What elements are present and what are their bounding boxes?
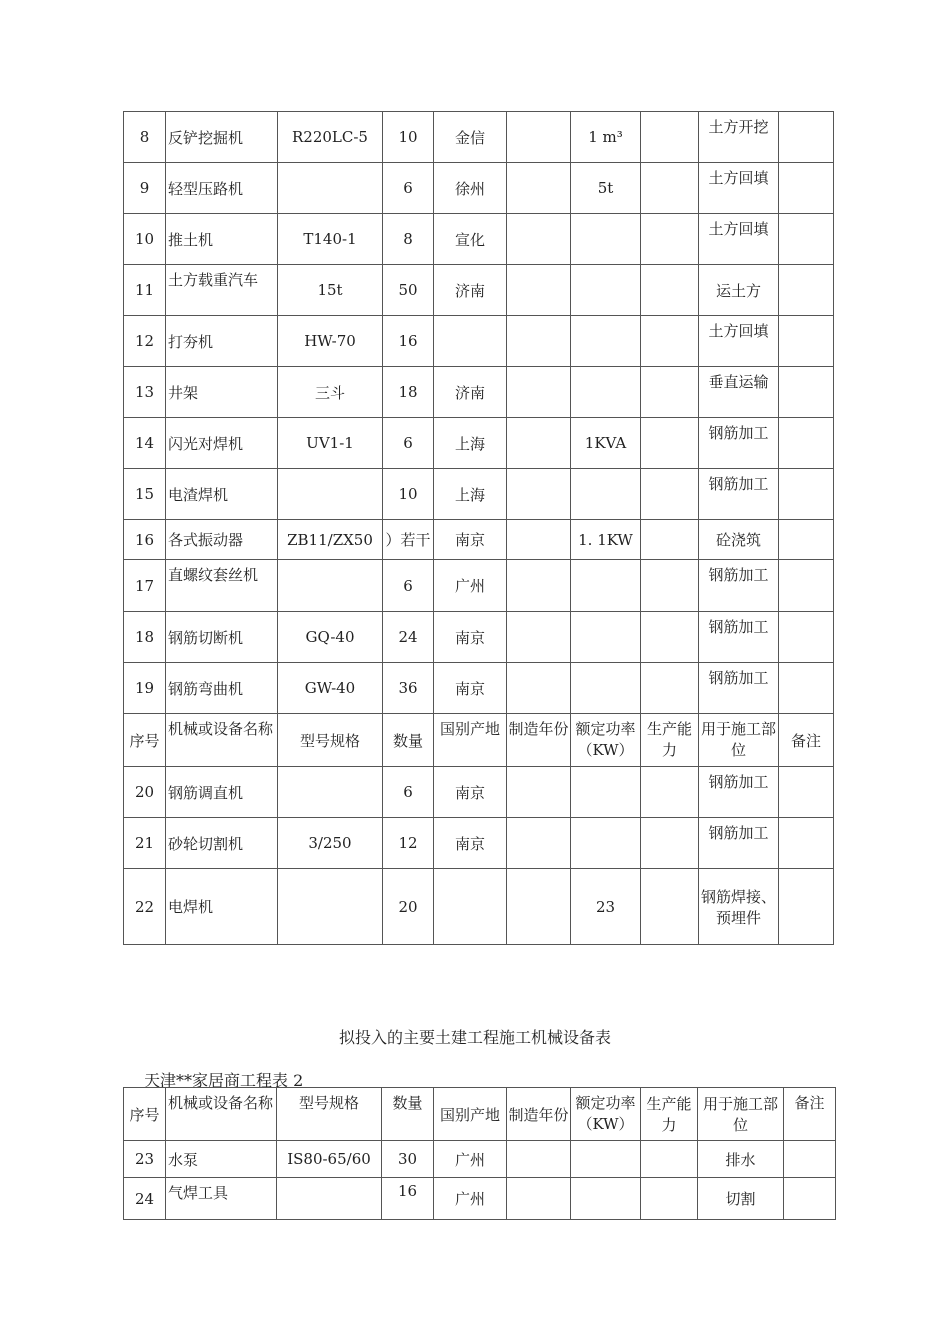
cell-use: 钢筋焊接、预埋件 bbox=[699, 869, 779, 945]
cell-power bbox=[571, 214, 641, 265]
cell-origin: 南京 bbox=[434, 612, 507, 663]
cell-no: 11 bbox=[124, 265, 166, 316]
cell-name: 轻型压路机 bbox=[166, 163, 278, 214]
cell-name: 井架 bbox=[166, 367, 278, 418]
cell-use: 运土方 bbox=[699, 265, 779, 316]
cell-note bbox=[779, 469, 834, 520]
cell-origin: 南京 bbox=[434, 663, 507, 714]
cell-capacity bbox=[641, 367, 699, 418]
cell-no: 21 bbox=[124, 818, 166, 869]
cell-name: 钢筋调直机 bbox=[166, 767, 278, 818]
header-use: 用于施工部位 bbox=[699, 714, 779, 767]
cell-model: GQ-40 bbox=[278, 612, 383, 663]
cell-qty: 6 bbox=[383, 767, 434, 818]
cell-capacity bbox=[641, 214, 699, 265]
cell-no: 13 bbox=[124, 367, 166, 418]
cell-year bbox=[507, 316, 571, 367]
cell-year bbox=[507, 663, 571, 714]
table-row bbox=[124, 818, 834, 869]
header-no: 序号 bbox=[124, 714, 166, 767]
header-capacity: 生产能力 bbox=[641, 1088, 698, 1141]
cell-power bbox=[571, 265, 641, 316]
table-row bbox=[124, 214, 834, 265]
cell-qty: 30 bbox=[382, 1141, 434, 1178]
cell-use: 钢筋加工 bbox=[699, 612, 779, 663]
cell-name: 气焊工具 bbox=[166, 1178, 277, 1220]
header-note: 备注 bbox=[784, 1088, 836, 1141]
cell-qty: 18 bbox=[383, 367, 434, 418]
cell-power bbox=[571, 818, 641, 869]
cell-name: 打夯机 bbox=[166, 316, 278, 367]
cell-year bbox=[507, 818, 571, 869]
cell-name: 砂轮切割机 bbox=[166, 818, 278, 869]
cell-power bbox=[571, 316, 641, 367]
cell-use: 钢筋加工 bbox=[699, 767, 779, 818]
table-row bbox=[124, 265, 834, 316]
cell-note bbox=[779, 560, 834, 612]
cell-no: 12 bbox=[124, 316, 166, 367]
cell-qty: 6 bbox=[383, 163, 434, 214]
cell-qty: 6 bbox=[383, 418, 434, 469]
cell-capacity bbox=[641, 469, 699, 520]
cell-power: 1 m³ bbox=[571, 112, 641, 163]
cell-year bbox=[507, 214, 571, 265]
cell-use: 钢筋加工 bbox=[699, 560, 779, 612]
cell-origin: 广州 bbox=[434, 1141, 507, 1178]
cell-qty: 20 bbox=[383, 869, 434, 945]
cell-capacity bbox=[641, 520, 699, 560]
cell-note bbox=[779, 112, 834, 163]
cell-use: 钢筋加工 bbox=[699, 818, 779, 869]
cell-power bbox=[571, 560, 641, 612]
cell-capacity bbox=[641, 818, 699, 869]
cell-model: R220LC-5 bbox=[278, 112, 383, 163]
cell-model bbox=[278, 163, 383, 214]
cell-model bbox=[278, 869, 383, 945]
cell-note bbox=[779, 869, 834, 945]
cell-model: GW-40 bbox=[278, 663, 383, 714]
cell-qty: 16 bbox=[382, 1178, 434, 1220]
table-row bbox=[124, 1141, 836, 1178]
table-row bbox=[124, 316, 834, 367]
cell-capacity bbox=[641, 112, 699, 163]
cell-power bbox=[571, 469, 641, 520]
cell-origin: 南京 bbox=[434, 520, 507, 560]
cell-year bbox=[507, 1141, 571, 1178]
cell-note bbox=[779, 520, 834, 560]
cell-capacity bbox=[641, 663, 699, 714]
cell-no: 9 bbox=[124, 163, 166, 214]
cell-power: 5t bbox=[571, 163, 641, 214]
cell-no: 24 bbox=[124, 1178, 166, 1220]
cell-origin: 上海 bbox=[434, 418, 507, 469]
cell-model: ZB11/ZX50 bbox=[278, 520, 383, 560]
table-row bbox=[124, 612, 834, 663]
cell-model bbox=[277, 1178, 382, 1220]
header-year: 制造年份 bbox=[507, 1088, 571, 1141]
cell-model: T140-1 bbox=[278, 214, 383, 265]
cell-origin: 上海 bbox=[434, 469, 507, 520]
cell-year bbox=[507, 1178, 571, 1220]
cell-power bbox=[571, 1141, 641, 1178]
cell-power bbox=[571, 612, 641, 663]
cell-note bbox=[779, 367, 834, 418]
header-origin: 国别产地 bbox=[434, 1088, 507, 1141]
table-row bbox=[124, 418, 834, 469]
table-row bbox=[124, 112, 834, 163]
cell-note bbox=[779, 163, 834, 214]
header-no: 序号 bbox=[124, 1088, 166, 1141]
cell-note bbox=[779, 316, 834, 367]
cell-no: 16 bbox=[124, 520, 166, 560]
cell-use: 土方回填 bbox=[699, 316, 779, 367]
cell-capacity bbox=[641, 869, 699, 945]
header-name: 机械或设备名称 bbox=[166, 1088, 277, 1141]
header-power: 额定功率（KW） bbox=[571, 1088, 641, 1141]
cell-no: 10 bbox=[124, 214, 166, 265]
cell-power bbox=[571, 1178, 641, 1220]
cell-model: 3/250 bbox=[278, 818, 383, 869]
cell-note bbox=[779, 214, 834, 265]
cell-qty: 50 bbox=[383, 265, 434, 316]
equipment-table-1 bbox=[123, 111, 834, 945]
cell-name: 反铲挖掘机 bbox=[166, 112, 278, 163]
cell-qty: 12 bbox=[383, 818, 434, 869]
cell-power bbox=[571, 367, 641, 418]
cell-use: 钢筋加工 bbox=[699, 418, 779, 469]
cell-capacity bbox=[641, 418, 699, 469]
cell-year bbox=[507, 367, 571, 418]
cell-model bbox=[278, 767, 383, 818]
table-row bbox=[124, 560, 834, 612]
cell-name: 推土机 bbox=[166, 214, 278, 265]
cell-power: 23 bbox=[571, 869, 641, 945]
table-row bbox=[124, 367, 834, 418]
table-row bbox=[124, 163, 834, 214]
cell-use: 土方开挖 bbox=[699, 112, 779, 163]
cell-capacity bbox=[641, 316, 699, 367]
table-row bbox=[124, 469, 834, 520]
cell-qty: 8 bbox=[383, 214, 434, 265]
cell-use: 切割 bbox=[698, 1178, 784, 1220]
cell-qty: 24 bbox=[383, 612, 434, 663]
header-qty: 数量 bbox=[383, 714, 434, 767]
cell-name: 直螺纹套丝机 bbox=[166, 560, 278, 612]
header-name: 机械或设备名称 bbox=[166, 714, 278, 767]
cell-model bbox=[278, 469, 383, 520]
cell-capacity bbox=[641, 1141, 698, 1178]
cell-no: 17 bbox=[124, 560, 166, 612]
cell-origin: 徐州 bbox=[434, 163, 507, 214]
cell-year bbox=[507, 869, 571, 945]
cell-capacity bbox=[641, 612, 699, 663]
cell-note bbox=[779, 818, 834, 869]
cell-origin: 南京 bbox=[434, 818, 507, 869]
table-header-row bbox=[124, 1088, 836, 1141]
cell-no: 14 bbox=[124, 418, 166, 469]
cell-origin: 金信 bbox=[434, 112, 507, 163]
cell-name: 土方载重汽车 bbox=[166, 265, 278, 316]
cell-power bbox=[571, 767, 641, 818]
cell-note bbox=[779, 612, 834, 663]
cell-name: 钢筋弯曲机 bbox=[166, 663, 278, 714]
cell-name: 钢筋切断机 bbox=[166, 612, 278, 663]
cell-no: 20 bbox=[124, 767, 166, 818]
cell-name: 闪光对焊机 bbox=[166, 418, 278, 469]
table-row bbox=[124, 767, 834, 818]
cell-use: 土方回填 bbox=[699, 163, 779, 214]
cell-model: 三斗 bbox=[278, 367, 383, 418]
table-row bbox=[124, 1178, 836, 1220]
cell-year bbox=[507, 767, 571, 818]
cell-model: IS80-65/60 bbox=[277, 1141, 382, 1178]
header-note: 备注 bbox=[779, 714, 834, 767]
cell-capacity bbox=[641, 265, 699, 316]
cell-origin bbox=[434, 316, 507, 367]
cell-no: 8 bbox=[124, 112, 166, 163]
cell-no: 23 bbox=[124, 1141, 166, 1178]
header-model: 型号规格 bbox=[278, 714, 383, 767]
header-origin: 国别产地 bbox=[434, 714, 507, 767]
table-header-row bbox=[124, 714, 834, 767]
cell-model bbox=[278, 560, 383, 612]
cell-no: 19 bbox=[124, 663, 166, 714]
cell-name: 电焊机 bbox=[166, 869, 278, 945]
header-power: 额定功率（KW） bbox=[571, 714, 641, 767]
cell-origin: 济南 bbox=[434, 265, 507, 316]
cell-origin: 南京 bbox=[434, 767, 507, 818]
cell-name: 电渣焊机 bbox=[166, 469, 278, 520]
cell-origin: 济南 bbox=[434, 367, 507, 418]
cell-power bbox=[571, 663, 641, 714]
cell-use: 钢筋加工 bbox=[699, 663, 779, 714]
cell-year bbox=[507, 418, 571, 469]
cell-model: 15t bbox=[278, 265, 383, 316]
table-row bbox=[124, 663, 834, 714]
cell-year bbox=[507, 560, 571, 612]
cell-qty: 10 bbox=[383, 469, 434, 520]
header-qty: 数量 bbox=[382, 1088, 434, 1141]
cell-qty: 6 bbox=[383, 560, 434, 612]
header-year: 制造年份 bbox=[507, 714, 571, 767]
cell-capacity bbox=[641, 163, 699, 214]
cell-qty: 10 bbox=[383, 112, 434, 163]
table-subtitle: 天津**家居商工程表 2 bbox=[144, 1071, 304, 1090]
cell-model: HW-70 bbox=[278, 316, 383, 367]
cell-no: 22 bbox=[124, 869, 166, 945]
cell-qty: 36 bbox=[383, 663, 434, 714]
cell-capacity bbox=[641, 1178, 698, 1220]
cell-note bbox=[779, 767, 834, 818]
equipment-table-2 bbox=[123, 1087, 836, 1220]
cell-qty: ）若干 bbox=[383, 520, 434, 560]
cell-capacity bbox=[641, 560, 699, 612]
header-model: 型号规格 bbox=[277, 1088, 382, 1141]
cell-no: 18 bbox=[124, 612, 166, 663]
cell-origin: 宣化 bbox=[434, 214, 507, 265]
cell-year bbox=[507, 520, 571, 560]
page-title: 拟投入的主要土建工程施工机械设备表 bbox=[338, 1028, 611, 1047]
header-capacity: 生产能力 bbox=[641, 714, 699, 767]
cell-origin bbox=[434, 869, 507, 945]
cell-no: 15 bbox=[124, 469, 166, 520]
cell-name: 各式振动器 bbox=[166, 520, 278, 560]
table-row bbox=[124, 520, 834, 560]
cell-year bbox=[507, 163, 571, 214]
cell-name: 水泵 bbox=[166, 1141, 277, 1178]
cell-use: 土方回填 bbox=[699, 214, 779, 265]
cell-use: 砼浇筑 bbox=[699, 520, 779, 560]
cell-origin: 广州 bbox=[434, 1178, 507, 1220]
cell-use: 垂直运输 bbox=[699, 367, 779, 418]
table-row bbox=[124, 869, 834, 945]
cell-model: UV1-1 bbox=[278, 418, 383, 469]
cell-note bbox=[779, 663, 834, 714]
cell-qty: 16 bbox=[383, 316, 434, 367]
cell-capacity bbox=[641, 767, 699, 818]
cell-use: 钢筋加工 bbox=[699, 469, 779, 520]
cell-year bbox=[507, 612, 571, 663]
cell-note bbox=[779, 418, 834, 469]
cell-year bbox=[507, 265, 571, 316]
cell-use: 排水 bbox=[698, 1141, 784, 1178]
cell-note bbox=[779, 265, 834, 316]
cell-year bbox=[507, 469, 571, 520]
cell-power: 1. 1KW bbox=[571, 520, 641, 560]
cell-power: 1KVA bbox=[571, 418, 641, 469]
cell-year bbox=[507, 112, 571, 163]
cell-note bbox=[784, 1141, 836, 1178]
cell-origin: 广州 bbox=[434, 560, 507, 612]
header-use: 用于施工部位 bbox=[698, 1088, 784, 1141]
cell-note bbox=[784, 1178, 836, 1220]
